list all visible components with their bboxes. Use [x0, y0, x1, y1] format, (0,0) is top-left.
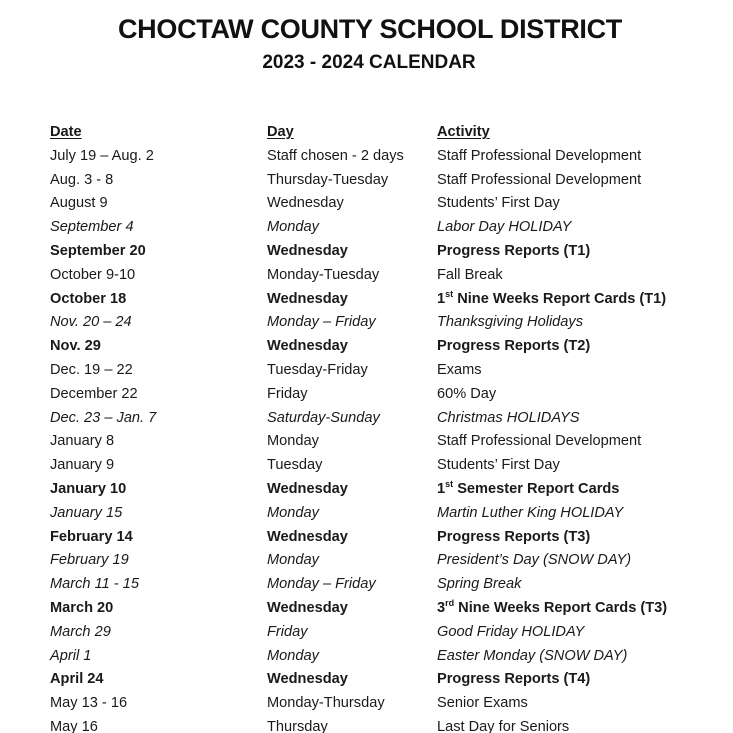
row-activity [437, 597, 667, 621]
row-day: Wednesday [267, 195, 344, 212]
table-row [0, 668, 733, 692]
activity-text: Semester Report Cards [453, 480, 620, 497]
table-row [0, 311, 733, 335]
table-row [0, 288, 733, 312]
row-activity [437, 288, 666, 312]
row-date: February 19 [50, 552, 129, 569]
row-day: Monday [267, 504, 319, 521]
table-row [0, 573, 733, 597]
table-row [0, 240, 733, 264]
row-date: March 29 [50, 623, 111, 640]
table-row [0, 145, 733, 169]
row-day: Monday-Thursday [267, 695, 385, 712]
table-row [0, 169, 733, 193]
row-date: Dec. 19 – 22 [50, 361, 133, 378]
row-date: September 20 [50, 242, 146, 259]
document-title: CHOCTAW COUNTY SCHOOL DISTRICT [117, 14, 622, 44]
row-date: January 9 [50, 457, 115, 474]
table-row [0, 383, 733, 407]
table-row [0, 478, 733, 502]
table-body [0, 145, 733, 733]
row-activity: Staff Professional Development [437, 433, 642, 450]
row-date: Nov. 20 – 24 [50, 314, 132, 331]
row-date: August 9 [50, 195, 108, 212]
row-day: Monday – Friday [267, 576, 376, 593]
row-day: Monday-Tuesday [267, 266, 380, 283]
table-row [0, 264, 733, 288]
table-row [0, 692, 733, 716]
row-day: Monday [267, 552, 319, 569]
activity-text: Nine Weeks Report Cards (T1) [453, 290, 667, 307]
table-row [0, 716, 733, 733]
row-date: January 10 [50, 480, 127, 497]
header-day: Day [267, 124, 294, 140]
row-activity: Labor Day HOLIDAY [437, 219, 572, 236]
table-row [0, 526, 733, 550]
row-activity: Fall Break [437, 266, 503, 283]
table-row [0, 192, 733, 216]
row-date: January 8 [50, 433, 115, 450]
table-row [0, 621, 733, 645]
row-date: May 13 - 16 [50, 695, 128, 712]
row-day: Monday [267, 219, 319, 236]
activity-ordinal-number: 1 [437, 290, 446, 307]
header-activity: Activity [437, 124, 490, 140]
row-day: Wednesday [267, 599, 348, 616]
row-day: Friday [267, 623, 308, 640]
row-date: May 16 [50, 718, 98, 733]
activity-ordinal-suffix: st [445, 288, 454, 299]
activity-ordinal-suffix: rd [445, 597, 455, 608]
row-date: April 24 [50, 671, 104, 688]
table-row [0, 645, 733, 669]
row-activity: Martin Luther King HOLIDAY [437, 504, 624, 521]
row-day: Staff chosen - 2 days [267, 147, 404, 164]
row-activity: 60% Day [437, 385, 497, 402]
row-date: December 22 [50, 385, 138, 402]
table-row [0, 502, 733, 526]
row-day: Wednesday [267, 480, 348, 497]
activity-text: Nine Weeks Report Cards (T3) [454, 599, 668, 616]
row-date: September 4 [50, 219, 134, 236]
row-activity: President’s Day (SNOW DAY) [437, 552, 632, 569]
row-day: Wednesday [267, 242, 348, 259]
table-row [0, 597, 733, 621]
row-activity: Progress Reports (T4) [437, 671, 591, 688]
row-date: March 11 - 15 [50, 576, 139, 593]
table-row [0, 407, 733, 431]
row-date: Dec. 23 – Jan. 7 [50, 409, 157, 426]
table-row [0, 549, 733, 573]
row-activity: Staff Professional Development [437, 147, 642, 164]
row-day: Wednesday [267, 671, 348, 688]
activity-ordinal-suffix: st [445, 478, 454, 489]
row-day: Monday [267, 647, 319, 664]
row-day: Friday [267, 385, 308, 402]
row-activity: Senior Exams [437, 695, 528, 712]
row-activity: Progress Reports (T3) [437, 528, 591, 545]
row-activity: Students’ First Day [437, 195, 560, 212]
row-date: October 9-10 [50, 266, 136, 283]
row-activity: Staff Professional Development [437, 171, 642, 188]
row-activity: Spring Break [437, 576, 522, 593]
table-row [0, 359, 733, 383]
row-day: Tuesday [267, 457, 323, 474]
table-row [0, 454, 733, 478]
row-date: July 19 – Aug. 2 [50, 147, 154, 164]
row-day: Wednesday [267, 290, 348, 307]
row-day: Thursday-Tuesday [267, 171, 389, 188]
table-row [0, 335, 733, 359]
row-day: Saturday-Sunday [267, 409, 380, 426]
row-date: February 14 [50, 528, 133, 545]
row-activity: Christmas HOLIDAYS [437, 409, 580, 426]
row-date: January 15 [50, 504, 123, 521]
row-activity [437, 478, 619, 502]
activity-ordinal-number: 1 [437, 480, 446, 497]
activity-ordinal-number: 3 [437, 599, 446, 616]
row-date: Aug. 3 - 8 [50, 171, 114, 188]
row-activity: Good Friday HOLIDAY [437, 623, 585, 640]
row-activity: Exams [437, 361, 482, 378]
row-day: Wednesday [267, 338, 348, 355]
row-activity: Last Day for Seniors [437, 718, 570, 733]
row-day: Monday [267, 433, 319, 450]
header-date: Date [50, 124, 82, 140]
row-date: October 18 [50, 290, 127, 307]
row-day: Wednesday [267, 528, 348, 545]
row-day: Monday – Friday [267, 314, 376, 331]
row-activity: Progress Reports (T1) [437, 242, 591, 259]
row-date: March 20 [50, 599, 114, 616]
row-day: Tuesday-Friday [267, 361, 368, 378]
row-activity: Thanksgiving Holidays [437, 314, 584, 331]
table-header-row [0, 121, 733, 145]
row-activity: Easter Monday (SNOW DAY) [437, 647, 628, 664]
row-day: Thursday [267, 718, 328, 733]
table-row [0, 430, 733, 454]
document-subtitle: 2023 - 2024 CALENDAR [262, 52, 476, 73]
table-row [0, 216, 733, 240]
row-activity: Students’ First Day [437, 457, 560, 474]
row-activity: Progress Reports (T2) [437, 338, 591, 355]
row-date: Nov. 29 [50, 338, 101, 355]
row-date: April 1 [50, 647, 92, 664]
calendar-table [0, 121, 733, 733]
